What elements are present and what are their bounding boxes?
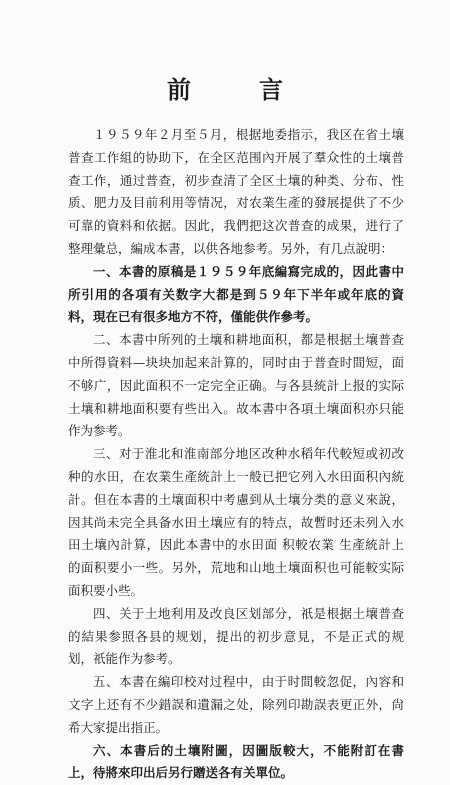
paragraph-note-4: 四、关于土地利用及改良区划部分，祇是根据土壤普查的結果参照各县的规划，提出的初步意見，不是正式的规划，祇能作为参考。 [68,605,404,667]
paragraph-note-5: 五、本書在編印校对过程中，由于时間較忽促，內容和文字上还有不少錯誤和遺漏之处，除列印勘誤表更正外，尙希大家提出指正。 [68,674,404,735]
paragraph-note-1: 一、本書的原稿是１９５９年底編寫完成的，因此書中所引用的各項有关数字大都是到５９年下半年或年底的資料，現在已有很多地方不符，僅能供作參考。 [68,263,404,325]
preface-body [68,124,404,785]
paragraph-note-2: 二、本書中所列的土壤和耕地面积，都是根据土壤普查中所得資料—块块加起来計算的，同时由于普查时間短，面不够广，因此面积不一定完全正确。与各县統計上报的实际土壤和耕地面积要有些出入。故本書中各項土壤面积亦只能作为参考。 [68,332,404,439]
paragraph-note-6: 六、本書后的土壤附圖，因圖版較大，不能附訂在書上，待將來印出后另行贈送各有关單位。 [68,742,404,781]
paragraph-note-3: 三、对于淮北和淮南部分地区改种水稻年代較短或初改种的水田，在农業生產統計上一般已把它列入水田面积內統計。但在本書的土壤面积中考慮到从土壤分类的意义來說，因其尚未完全具备水田土壤应有的特点，故暫时还未列入水田土壤內計算，因此本書中的水田面 积較农業 生產統計上 的面积要小一些。另外，荒地和山地土壤面积也可能較实际面积要小些。 [68,446,404,598]
paragraph-intro: １９５９年２月至５月，根据地委指示，我区在省土壤普查工作組的协助下，在全区范围內开展了羣众性的土壤普查工作，通过普查，初步查清了全区土壤的种类、分布、性质、肥力及目前利用等情况，对农業生產的發展提供了不少可靠的資料和依据。因此，我們把这次普查的成果，进行了整理彙总，編成本書，以供各地参考。另外，有几点說明： [68,127,404,256]
page-title: 前 言 [167,75,305,104]
